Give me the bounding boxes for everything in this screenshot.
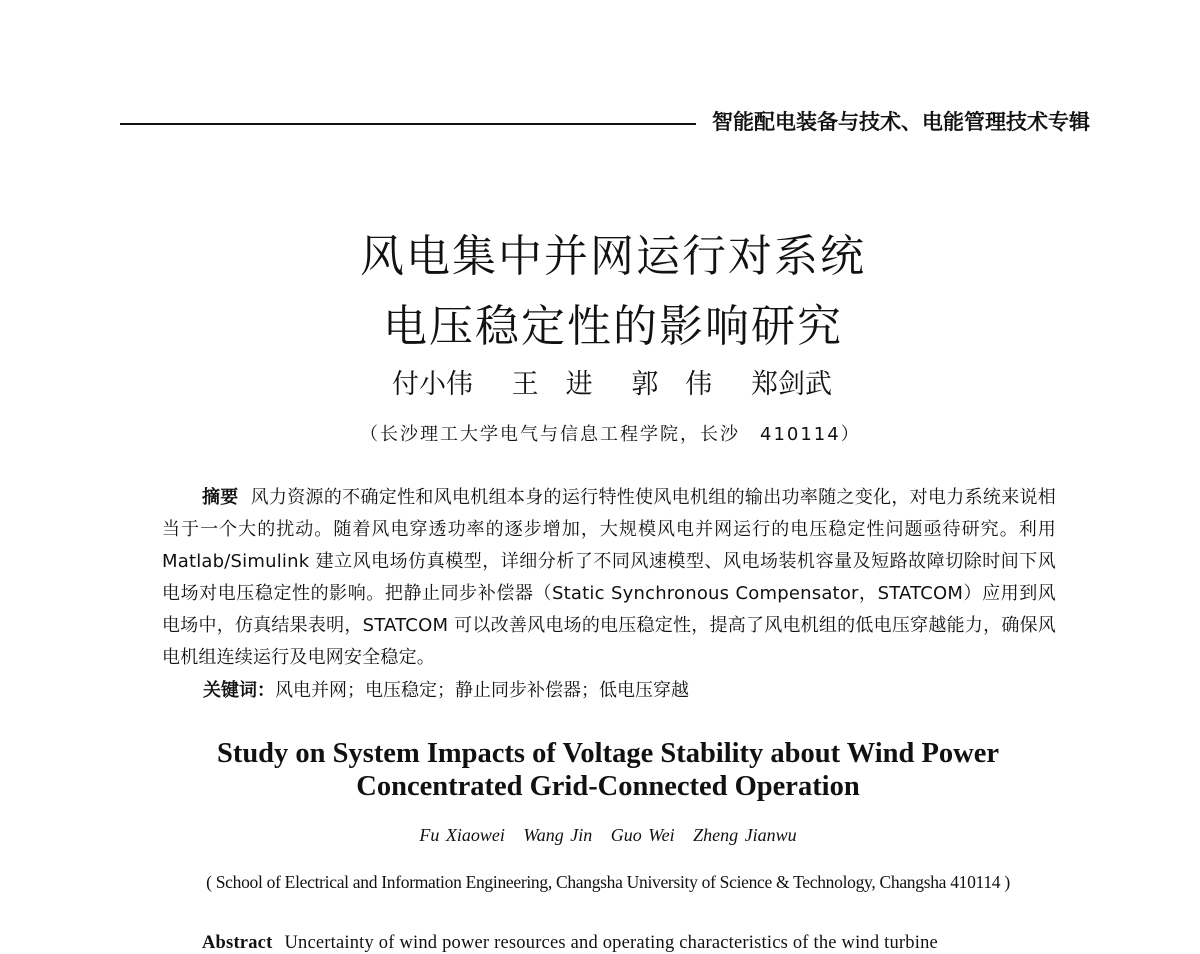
chinese-abstract-text: 风力资源的不确定性和风电机组本身的运行特性使风电机组的输出功率随之变化，对电力系统来说相当于一个大的扰动。随着风电穿透功率的逐步增加，大规模风电并网运行的电压稳定性问题亟待研究。利用 Matlab/Simulink 建立风电场仿真模型，详细分析了不同风速模型、风电场装机容量及短路故障切除时间下风电场对电压稳定性的影响。把静止同步补偿器（Static Synchronous Compensator，STATCOM）应用到风电场中，仿真结果表明，STATCOM 可以改善风电场的电压稳定性，提高了风电机组的低电压穿越能力，确保风电机组连续运行及电网安全稳定。 [162, 487, 1057, 668]
chinese-affiliation: （长沙理工大学电气与信息工程学院，长沙 410114） [360, 424, 861, 445]
author-en: Guo Wei [610, 825, 675, 845]
chinese-title-line-2: 电压稳定性的影响研究 [383, 301, 843, 352]
chinese-keywords-label: 关键词： [203, 680, 275, 701]
english-abstract-label: Abstract [202, 933, 273, 953]
author-cn: 郑剑武 [750, 369, 832, 400]
english-abstract-text: Uncertainty of wind power resources and operating characteristics of the wind turbine [284, 933, 938, 953]
header-rule [120, 123, 696, 125]
chinese-title-line-1: 风电集中并网运行对系统 [360, 231, 866, 282]
chinese-keywords-text: 风电并网；电压稳定；静止同步补偿器；低电压穿越 [275, 680, 689, 701]
author-en: Fu Xiaowei [419, 825, 505, 845]
chinese-keywords [203, 676, 689, 702]
chinese-authors [392, 362, 832, 401]
author-cn: 王 进 [511, 369, 593, 400]
english-abstract [202, 933, 938, 954]
english-affiliation: ( School of Electrical and Information Engineering, Changsha University of Science & Technology, Changsha 410114 ) [206, 872, 1010, 892]
english-title-line-1: Study on System Impacts of Voltage Stability about Wind Power [216, 738, 999, 769]
chinese-abstract [162, 482, 1056, 674]
english-title-line-2: Concentrated Grid-Connected Operation [356, 771, 860, 802]
author-cn: 付小伟 [392, 369, 473, 400]
author-en: Wang Jin [523, 825, 593, 845]
journal-section-title: 智能配电装备与技术、电能管理技术专辑 [712, 110, 1090, 134]
author-en: Zheng Jianwu [693, 825, 797, 845]
english-authors [0, 825, 1200, 846]
chinese-abstract-label: 摘要 [202, 487, 239, 508]
author-cn: 郭 伟 [631, 369, 713, 400]
